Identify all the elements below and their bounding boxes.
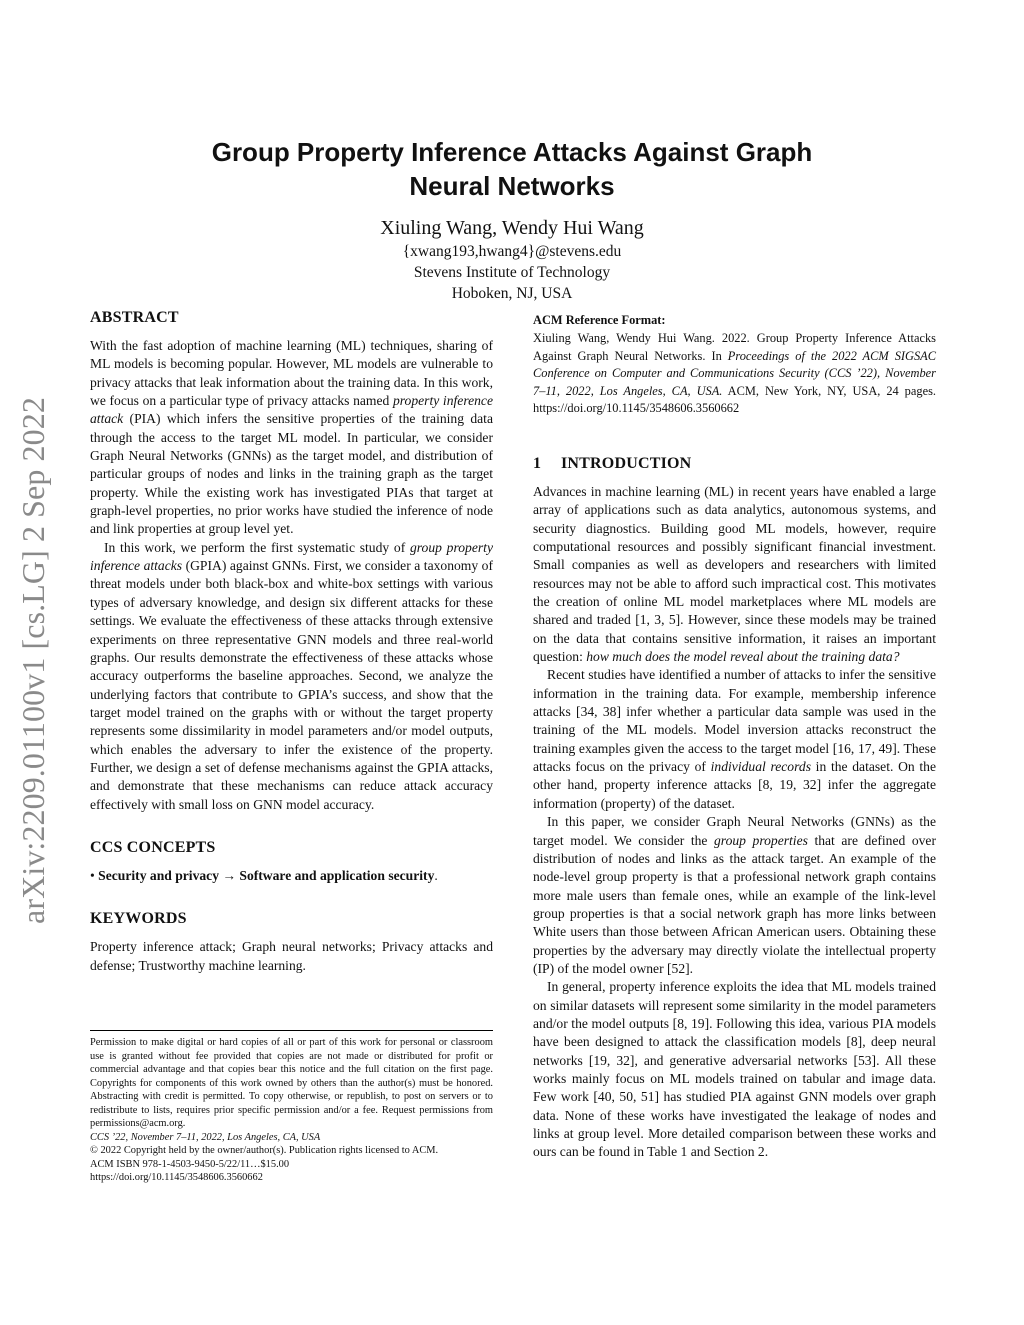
abstract-p2-b: (GPIA) against GNNs. First, we consider a taxonomy of threat models under both black-box and white-box settings with various types of adversary knowledge, and design six different attacks for these settings. We evaluate the effectiveness of these attacks through extensive experiments on three representative GNN models and three real-world graphs. Our results demonstrate the effectiveness of these attacks whose accuracy outperforms the baseline approaches. Second, we analyze the underlying factors that contribute to GPIA’s success, and show that the target model trained on the graphs with or without the target property represents some dissimilarity in model parameters and/or model outputs, which enables the adversary to infer the existence of the property. Further, we design a set of defense mechanisms against the GPIA attacks, and demonstrate that these mechanisms can reduce attack accuracy effectively with small loss on GNN model accuracy.: [90, 558, 493, 812]
acm-ref-a: Xiuling Wang, Wendy Hui Wang. 2022. Group Property Inference Attacks Against Graph Neural Networks. In: [533, 331, 936, 363]
keywords-heading: KEYWORDS: [90, 910, 187, 928]
doi-link[interactable]: https://doi.org/10.1145/3548606.3560662: [90, 1172, 263, 1183]
author-emails: {xwang193,hwang4}@stevens.edu: [402, 243, 622, 260]
intro-paragraph-1: [533, 483, 936, 666]
keywords-text: Property inference attack; Graph neural networks; Privacy attacks and defense; Trustworthy machine learning.: [90, 939, 493, 973]
abstract-heading: ABSTRACT: [90, 309, 179, 326]
abstract-p2-a: In this work, we perform the first systematic study of: [104, 539, 410, 555]
intro-p2-emphasis: individual records: [710, 759, 811, 775]
acm-ref-b: ACM, New York, NY, USA, 24 pages. https://doi.org/10.1145/3548606.3560662: [533, 383, 936, 416]
intro-p2-a: Recent studies have identified a number of attacks to infer the sensitive information in the training data. For example, membership inference attacks [34, 38] infer whether a particular data sample was used in the training of the ML models. Model inversion attacks reconstruct the training examples given the access to the target model [16, 17, 49]. These attacks focus on the privacy of: [533, 667, 936, 775]
abstract-p1-b: (PIA) which infers the sensitive properties of the training data through the access to the target ML model. In particular, we consider Graph Neural Networks (GNNs) as the target model, and distribution of particular groups of nodes and links in the training graph as the target property. While the existing work has investigated PIAs that target at graph-level properties, no prior works have studied the inference of node and link properties at group level yet.: [90, 411, 493, 537]
author-location: Hoboken, NJ, USA: [451, 285, 573, 302]
abstract-p1-a: With the fast adoption of machine learning (ML) techniques, sharing of ML models is becoming popular. However, ML models are vulnerable to privacy attacks that leak information about the training data. In this work, we focus on a particular type of privacy attacks named: [90, 338, 493, 409]
ccs-item-end: .: [434, 867, 438, 883]
paper-title: Group Property Inference Attacks Against Graph Neural Networks: [211, 137, 813, 201]
intro-paragraph-2: [533, 666, 936, 813]
abstract-paragraph-1: [90, 337, 493, 539]
intro-p3-b: that are defined over distribution of nodes and links as the attack target. An example of the node-level group property is that a professional network graph contains more male users than female ones, while an example of the link-level group properties is that a social network graph has more links between White users than those between African American users. Obtaining these properties by the adversary may directly violate the intellectual property (IP) of the model owner [52].: [533, 832, 936, 976]
ccs-concepts-item: [90, 867, 493, 885]
permission-footnote: [90, 1030, 493, 1185]
author-names: Xiuling Wang, Wendy Hui Wang: [380, 217, 644, 239]
intro-p1-question: how much does the model reveal about the training data?: [586, 649, 900, 665]
author-block: [190, 215, 834, 304]
abstract-paragraph-2: [90, 539, 493, 814]
arxiv-identifier: [8, 362, 58, 958]
conference-info: CCS ’22, November 7–11, 2022, Los Angeles, CA, USA: [90, 1131, 321, 1143]
arxiv-identifier-text: arXiv:2209.01100v1 [cs.LG] 2 Sep 2022: [14, 396, 51, 924]
author-institution: Stevens Institute of Technology: [413, 264, 611, 281]
intro-paragraph-3: [533, 813, 936, 978]
section-number: 1: [533, 454, 542, 472]
abstract-p2-emphasis: group property inference attacks: [90, 539, 493, 574]
right-column: [533, 308, 936, 1162]
copyright-notice: © 2022 Copyright held by the owner/author(s). Publication rights licensed to ACM.: [90, 1145, 439, 1156]
intro-p2-b: in the dataset. On the other hand, property inference attacks [8, 19, 32] infer the aggregate information (property) of the dataset.: [533, 759, 936, 811]
acm-reference-text: [533, 330, 936, 418]
isbn: ACM ISBN 978-1-4503-9450-5/22/11…$15.00: [90, 1158, 290, 1170]
ccs-concepts-heading: CCS CONCEPTS: [90, 838, 216, 856]
acm-reference-heading: ACM Reference Format:: [533, 313, 666, 327]
permission-statement: Permission to make digital or hard copies of all or part of this work for personal or classroom use is granted without fee provided that copies are not made or distributed for profit or commercial advantage and that copies bear this notice and the full citation on the first page. Copyrights for components of this work owned by others than the author(s) must be honored. Abstracting with credit is permitted. To copy otherwise, or republish, to post on servers or to redistribute to lists, requires prior specific permission and/or a fee. Request permissions from permissions@acm.org.: [90, 1037, 493, 1129]
section-title: INTRODUCTION: [561, 454, 692, 472]
intro-p1-a: Advances in machine learning (ML) in recent years have enabled a large array of applications such as data analytics, autonomous systems, and security diagnostics. Building good ML models, however, require computational resources and possibly significant financial investment. Small companies as well as developers and researchers with limited resources may not be able to afford such impractical cost. This motivates the creation of online ML model marketplaces where ML models are shared and traded [1, 3, 5]. However, since these models may be trained on the data that contains sensitive information, it raises an important question:: [533, 483, 936, 665]
acm-ref-proceedings: Proceedings of the 2022 ACM SIGSAC Conference on Computer and Communications Security (CCS ’22), November 7–11, 2022, Los Angeles, CA, USA.: [533, 348, 936, 398]
introduction-heading: [533, 454, 936, 474]
intro-p3-emphasis: group properties: [714, 832, 808, 848]
ccs-bullet: •: [90, 867, 95, 883]
abstract-p1-emphasis: property inference attack: [90, 393, 493, 427]
left-column: [90, 308, 493, 975]
intro-paragraph-4: In general, property inference exploits the idea that ML models trained on similar datasets will represent some similarity in the model parameters and/or the model outputs [8, 19]. Following this idea, various PIA models have been designed to attack the classification models [8], deep neural networks [19, 32], and generative adversarial networks [53]. All these works mainly focus on ML models trained on tabular and image data. Few work [40, 50, 51] has studied PIA against GNN models over graph data. None of these works have investigated the leakage of nodes and links at group level. More detailed comparison between these works and ours can be found in Table 1 and Section 2.: [533, 979, 936, 1160]
ccs-concept-path: Security and privacy → Software and application security: [98, 867, 435, 883]
intro-p3-a: In this paper, we consider Graph Neural Networks (GNNs) as the target model. We consider the: [533, 814, 936, 848]
